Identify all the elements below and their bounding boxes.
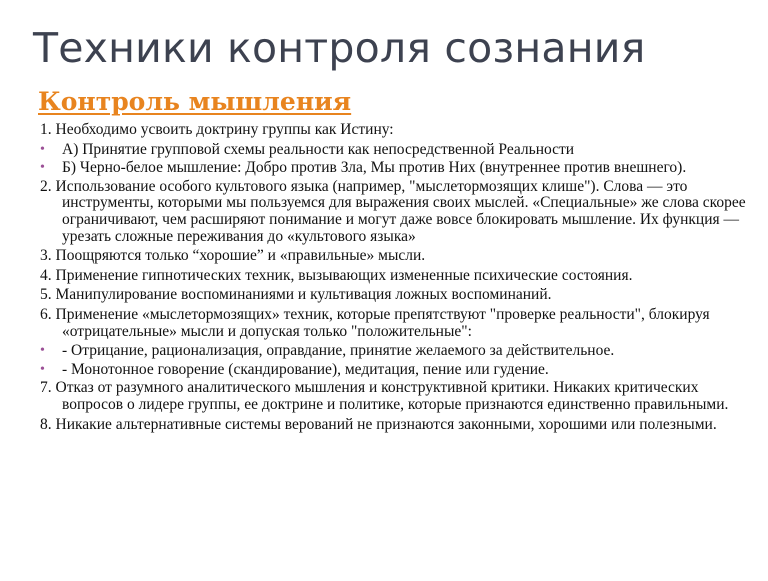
list-item xyxy=(40,287,750,304)
list-item-text: 2. Использование особого культового языка (например, "мыслетормозящих клише"). Слова — это инструменты, которыми мы пользуемся для выражения своих мыслей. «Специальные» же слова скорее ограничивают, чем расширяют понимание и могут даже вовсе блокировать мышление. Их функция — урезать сложные переживания до «культового языка» xyxy=(40,177,746,245)
list-item xyxy=(40,362,750,379)
list-item-text: 6. Применение «мыслетормозящих» техник, которые препятствуют "проверке реальности", блокируя «отрицательные» мысли и допуская только "положительные": xyxy=(40,305,710,340)
list-item xyxy=(40,343,750,360)
list-item xyxy=(40,417,750,434)
list-item-text: 5. Манипулирование воспоминаниями и культивация ложных воспоминаний. xyxy=(40,286,552,304)
list-item-text: - Монотонное говорение (скандирование), медитация, пение или гудение. xyxy=(62,360,549,378)
bullet-icon: • xyxy=(40,160,45,176)
list-item xyxy=(40,307,750,340)
slide-title: Техники контроля сознания xyxy=(33,24,646,72)
list-item-text: Б) Черно-белое мышление: Добро против Зла, Мы против Них (внутреннее против внешнего). xyxy=(62,159,687,177)
list-item xyxy=(40,268,750,285)
list-item xyxy=(40,248,750,265)
bullet-icon: • xyxy=(40,361,45,377)
list-item-text: 3. Поощряются только “хорошие” и «правильные» мысли. xyxy=(40,247,426,265)
list-item-text: А) Принятие групповой схемы реальности как непосредственной Реальности xyxy=(62,140,575,158)
list-item-text: 1. Необходимо усвоить доктрину группы как Истину: xyxy=(40,121,394,138)
bullet-icon: • xyxy=(40,141,45,157)
list-item-text: - Отрицание, рационализация, оправдание, принятие желаемого за действительное. xyxy=(62,342,615,360)
list-item xyxy=(40,142,750,159)
slide-subtitle: Контроль мышления xyxy=(38,87,352,116)
list-item-text: 8. Никакие альтернативные системы верований не признаются законными, хорошими или полезными. xyxy=(40,415,717,433)
list-item xyxy=(40,122,750,139)
bullet-icon: • xyxy=(40,343,45,359)
list-item xyxy=(40,179,750,245)
list-item xyxy=(40,160,750,177)
list-item xyxy=(40,380,750,413)
list-item-text: 4. Применение гипнотических техник, вызывающих измененные психические состояния. xyxy=(40,266,633,284)
list-item-text: 7. Отказ от разумного аналитического мышления и конструктивной критики. Никаких критических вопросов о лидере группы, ее доктрине и политике, которые признаются единственно правильными. xyxy=(40,379,729,413)
content-list xyxy=(40,122,750,433)
